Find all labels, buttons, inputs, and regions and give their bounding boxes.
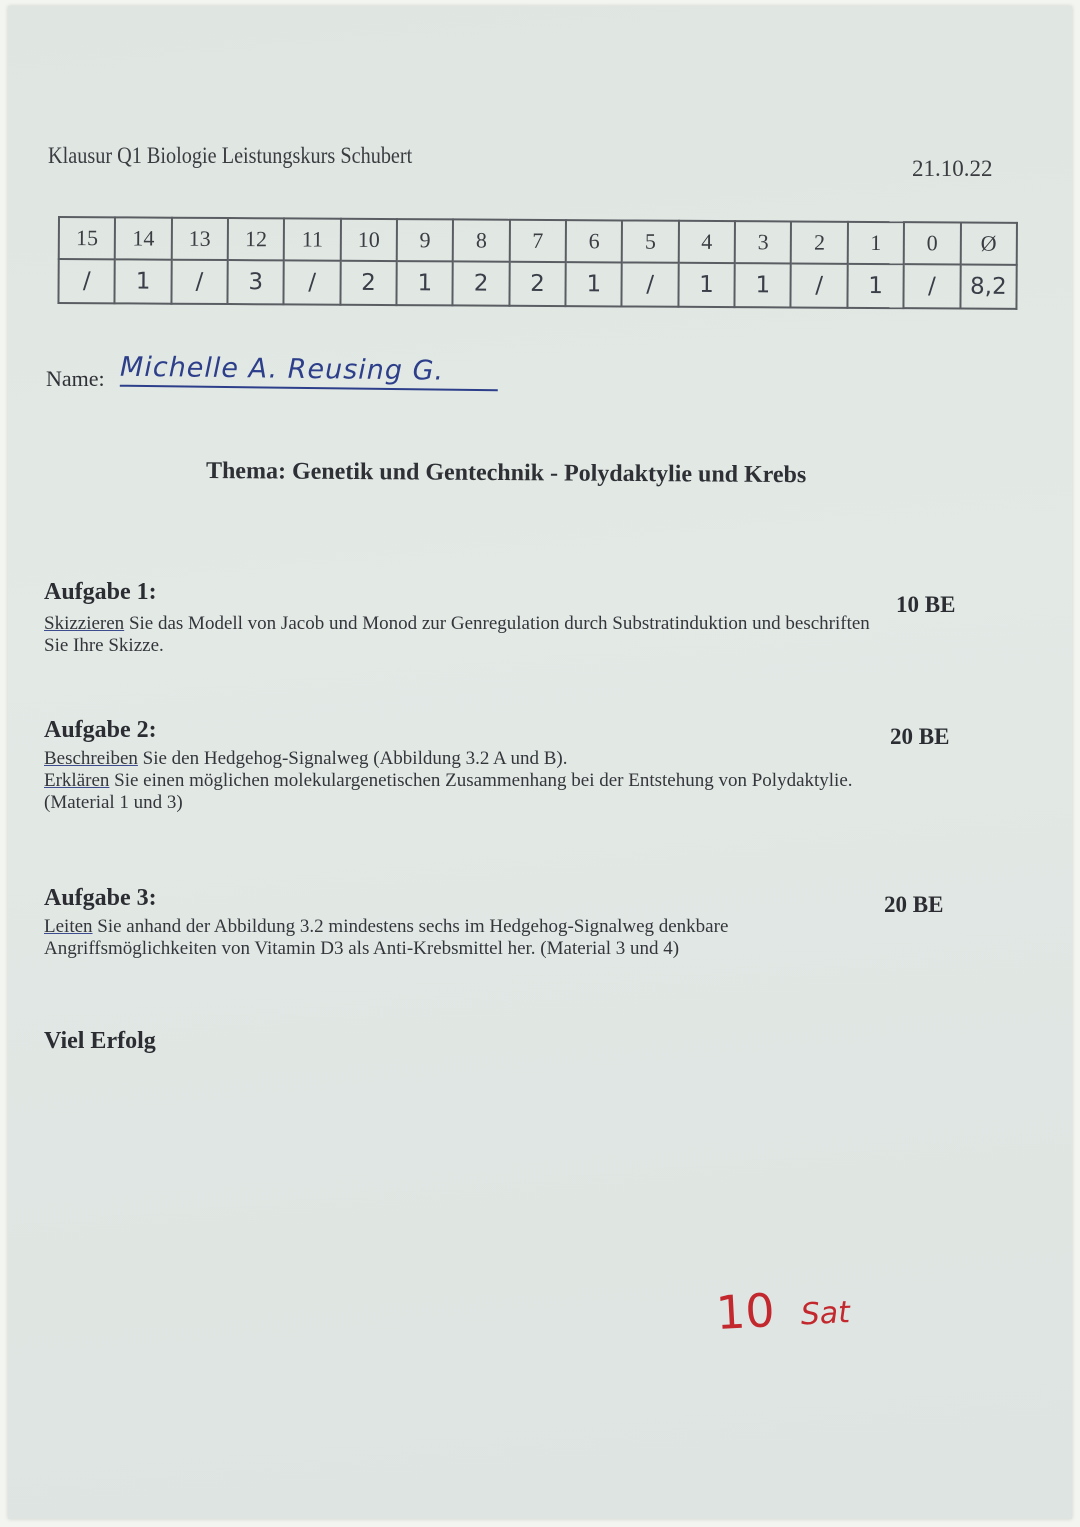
points-cell: 10 [340,219,397,261]
task-2 [44,718,1004,814]
points-cell: 4 [679,221,736,263]
points-cell: 7 [509,220,566,262]
average-value-cell: 8,2 [960,265,1017,309]
operator-verb: Erklären [44,770,110,791]
exam-sheet [8,6,1072,1519]
count-cell: 1 [678,263,735,307]
grade-number: 10 [714,1282,776,1340]
count-cell: 1 [735,263,792,307]
count-cell: / [171,260,228,304]
count-cell: 1 [115,259,172,303]
task-description [44,748,1004,814]
task-text: Sie einen möglichen molekulargenetischen Zusammenhang bei der Entstehung von Polydaktylie. [109,770,853,791]
points-cell: 2 [791,221,848,263]
points-cell: 13 [171,218,228,260]
points-cell: 15 [59,217,116,259]
task-line [44,613,1004,635]
exam-date: 21.10.22 [912,156,993,181]
task-description [44,916,1004,960]
points-cell: 8 [453,219,510,261]
count-cell: / [58,259,115,303]
points-cell: 6 [566,220,623,262]
points-cell: 5 [622,220,679,262]
task-line [44,916,1004,938]
task-line [44,770,1004,792]
task-points: 20 BE [890,724,950,749]
count-cell: 2 [453,261,510,305]
count-cell: / [622,262,679,306]
task-title: Aufgabe 2: [44,717,157,743]
task-line [44,748,1004,770]
task-3 [44,886,1004,960]
grade-unit: Sat [799,1295,851,1333]
task-points: 10 BE [896,592,956,617]
count-cell: 2 [340,261,397,305]
points-cell: 12 [228,218,285,260]
operator-verb: Beschreiben [44,748,138,769]
points-cell: 1 [848,222,905,264]
grade-distribution-table [57,216,1018,310]
count-cell: 3 [227,260,284,304]
count-cell: 1 [847,264,904,308]
points-cell: 9 [397,219,454,261]
task-text: Sie das Modell von Jacob und Monod zur Genregulation durch Substratinduktion und beschriften [124,613,870,634]
operator-verb: Skizzieren [44,613,125,634]
count-cell: / [904,264,961,308]
task-description [44,613,1004,657]
points-row [59,217,1017,265]
closing-wish: Viel Erfolg [44,1028,156,1054]
count-cell: 2 [509,262,566,306]
task-text: Sie den Hedgehog-Signalweg (Abbildung 3.2 A und B). [137,748,568,769]
name-label: Name: [46,366,105,391]
count-cell: 1 [566,262,623,306]
handwritten-grade [715,1279,851,1340]
average-header-cell: Ø [960,223,1017,265]
task-line: Angriffsmöglichkeiten von Vitamin D3 als Anti-Krebsmittel her. (Material 3 und 4) [44,938,680,959]
student-name-handwritten: Michelle A. Reusing G. [120,352,498,392]
task-text: Sie anhand der Abbildung 3.2 mindestens sechs im Hedgehog-Signalweg denkbare [92,916,729,937]
count-cell: / [791,263,848,307]
counts-row [58,259,1016,309]
task-line: (Material 1 und 3) [44,792,183,813]
task-title: Aufgabe 3: [44,885,157,911]
exam-theme: Thema: Genetik und Gentechnik - Polydaktylie und Krebs [205,458,807,489]
count-cell: 1 [397,261,454,305]
points-cell: 11 [284,218,341,260]
operator-verb: Leiten [44,916,93,937]
task-points: 20 BE [884,892,944,917]
task-line: Sie Ihre Skizze. [44,635,164,656]
exam-title: Klausur Q1 Biologie Leistungskurs Schubert [48,143,413,168]
task-1 [44,580,1004,657]
points-cell: 14 [115,217,172,259]
points-cell: 0 [904,222,961,264]
points-cell: 3 [735,221,792,263]
count-cell: / [284,260,341,304]
task-title: Aufgabe 1: [44,579,157,605]
